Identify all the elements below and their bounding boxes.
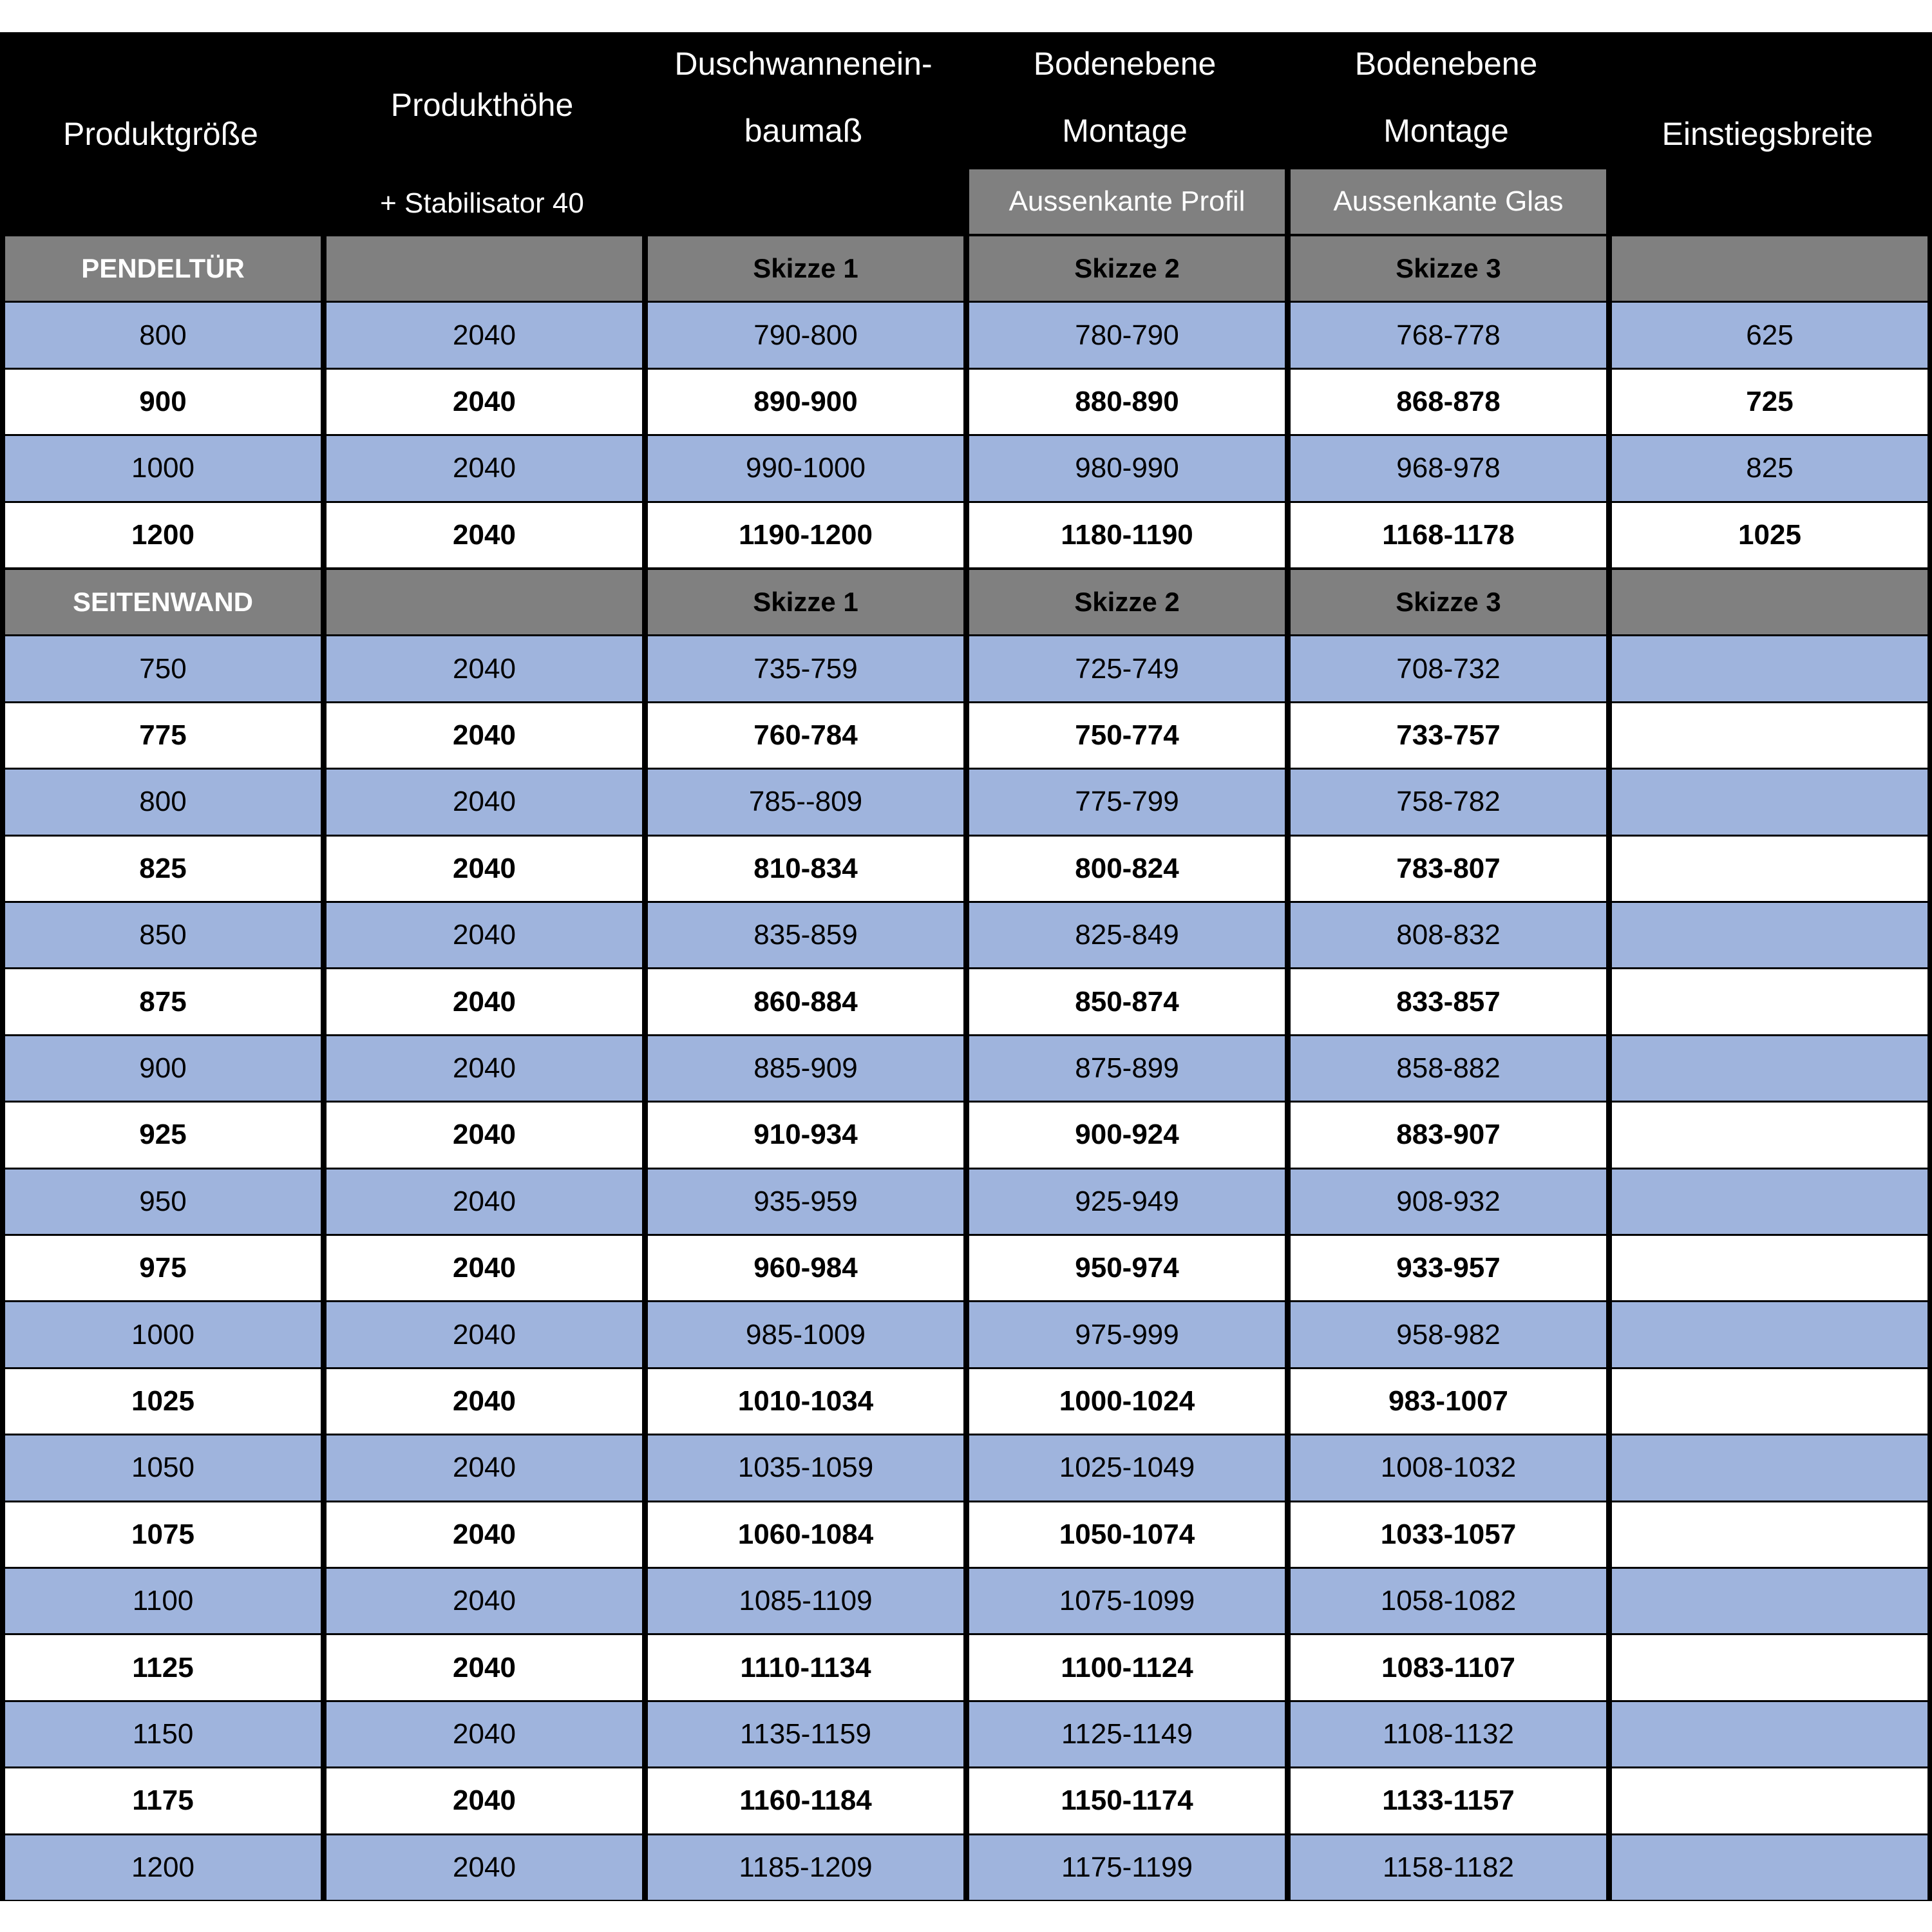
- table-cell-value: 1000: [131, 1318, 194, 1350]
- table-cell-value: 783-807: [1396, 852, 1501, 884]
- table-cell-value: 1033-1057: [1380, 1518, 1517, 1550]
- table-cell-value: 785--809: [748, 786, 863, 818]
- table-cell-value: 958-982: [1396, 1318, 1501, 1350]
- table-cell-value: 910-934: [753, 1119, 858, 1151]
- table-cell-value: 2040: [453, 1119, 516, 1151]
- table-cell-value: 625: [1746, 319, 1794, 351]
- section-2-sketch-4: Skizze 3: [1291, 570, 1606, 634]
- table-cell-value: 1168-1178: [1382, 518, 1515, 551]
- table-cell: [1291, 969, 1606, 1034]
- table-cell-value: 2040: [453, 1452, 516, 1484]
- table-cell: [648, 1835, 963, 1900]
- table-cell: [1291, 1435, 1606, 1500]
- table-cell: [1291, 436, 1606, 500]
- table-cell: [5, 1302, 321, 1367]
- column-header-3-line-2: baumaß: [744, 113, 863, 149]
- table-cell-value: 1025-1049: [1059, 1452, 1195, 1484]
- table-cell-value: 858-882: [1396, 1052, 1501, 1084]
- table-cell-value: 1008-1032: [1380, 1452, 1517, 1484]
- table-cell-value: 1085-1109: [739, 1585, 873, 1617]
- table-cell-value: 990-1000: [746, 452, 866, 484]
- table-cell-value: 800: [139, 319, 187, 351]
- table-cell-value: 1075-1099: [1059, 1585, 1195, 1617]
- table-cell: [327, 1236, 642, 1300]
- table-cell: [969, 1435, 1285, 1500]
- table-cell: [1291, 1569, 1606, 1633]
- table-cell: [1612, 1502, 1927, 1567]
- column-header-5: [1285, 32, 1607, 169]
- table-cell: [1612, 303, 1927, 367]
- table-cell: [1291, 1502, 1606, 1567]
- table-cell: [1291, 303, 1606, 367]
- table-cell-value: 2040: [453, 1185, 516, 1217]
- table-cell: [327, 370, 642, 434]
- table-cell: [969, 1768, 1285, 1833]
- column-header-5-line-1: Bodenebene: [1354, 46, 1538, 82]
- table-cell-value: 1135-1159: [740, 1718, 871, 1750]
- table-cell: [969, 770, 1285, 834]
- table-cell-value: 835-859: [753, 919, 858, 951]
- table-cell-value: 775: [139, 719, 187, 751]
- table-cell-value: 868-878: [1396, 385, 1501, 417]
- table-cell-value: 825-849: [1075, 919, 1179, 951]
- table-cell: [1612, 1170, 1927, 1234]
- column-header-6-line-1: Einstiegsbreite: [1662, 115, 1873, 152]
- section-1-sketch-5: [1612, 236, 1927, 301]
- table-cell: [1291, 1103, 1606, 1167]
- table-cell: [5, 1103, 321, 1167]
- section-1-sketch-1: [327, 236, 642, 301]
- table-cell-value: 2040: [453, 1718, 516, 1750]
- column-header-6: [1607, 32, 1928, 235]
- table-cell-value: 890-900: [753, 385, 858, 417]
- table-cell: [5, 1502, 321, 1567]
- table-cell: [1612, 503, 1927, 567]
- table-cell: [1291, 370, 1606, 434]
- table-cell-value: 725: [1746, 385, 1794, 417]
- table-cell-value: 2040: [453, 1851, 516, 1883]
- table-cell-value: 1025: [1738, 518, 1801, 551]
- table-cell: [1612, 1768, 1927, 1833]
- table-cell-value: 1100-1124: [1061, 1651, 1193, 1683]
- table-cell-value: 725-749: [1075, 652, 1179, 685]
- table-cell: [327, 1702, 642, 1766]
- table-cell-value: 1190-1200: [739, 518, 873, 551]
- table-cell-value: 775-799: [1075, 786, 1179, 818]
- table-cell: [1612, 370, 1927, 434]
- table-cell-value: 900: [139, 385, 187, 417]
- table-cell: [5, 1170, 321, 1234]
- table-cell: [1612, 1635, 1927, 1700]
- table-cell: [1612, 1435, 1927, 1500]
- table-cell: [327, 636, 642, 701]
- table-cell-value: 1075: [131, 1518, 194, 1550]
- table-cell: [327, 436, 642, 500]
- table-cell: [648, 969, 963, 1034]
- table-cell: [969, 703, 1285, 768]
- table-cell-value: 850: [139, 919, 187, 951]
- table-cell-value: 925: [139, 1119, 187, 1151]
- table-cell-value: 975-999: [1075, 1318, 1179, 1350]
- table-cell: [327, 969, 642, 1034]
- table-cell-value: 1175: [132, 1785, 194, 1817]
- table-cell: [969, 903, 1285, 967]
- table-cell-value: 758-782: [1396, 786, 1501, 818]
- table-cell-value: 1185-1209: [739, 1851, 873, 1883]
- table-cell-value: 1058-1082: [1380, 1585, 1517, 1617]
- table-cell: [648, 1170, 963, 1234]
- table-cell-value: 2040: [453, 985, 516, 1018]
- table-cell: [969, 503, 1285, 567]
- table-cell-value: 780-790: [1075, 319, 1179, 351]
- table-cell: [969, 1369, 1285, 1434]
- table-cell-value: 860-884: [753, 985, 858, 1018]
- table-cell: [648, 1635, 963, 1700]
- column-header-3: [643, 32, 964, 235]
- size-table: [0, 32, 1932, 1901]
- table-cell-value: 935-959: [753, 1185, 858, 1217]
- table-cell-value: 1175-1199: [1061, 1851, 1193, 1883]
- table-cell-value: 975: [139, 1252, 187, 1284]
- table-cell-value: 1125-1149: [1061, 1718, 1193, 1750]
- column-header-2-line-1: Produkthöhe: [390, 86, 574, 123]
- column-header-1-line-1: Produktgröße: [63, 115, 258, 152]
- table-cell: [969, 969, 1285, 1034]
- table-cell-value: 708-732: [1396, 652, 1501, 685]
- table-cell: [327, 1569, 642, 1633]
- table-cell: [648, 1702, 963, 1766]
- table-cell-value: 1010-1034: [737, 1385, 874, 1417]
- table-cell-value: 750-774: [1075, 719, 1179, 751]
- table-cell: [1291, 837, 1606, 901]
- table-cell-value: 735-759: [753, 652, 858, 685]
- table-cell: [1612, 1236, 1927, 1300]
- table-cell-value: 2040: [453, 1785, 516, 1817]
- table-cell: [648, 436, 963, 500]
- section-2-sketch-3: Skizze 2: [969, 570, 1285, 634]
- table-cell: [5, 703, 321, 768]
- table-cell: [1291, 703, 1606, 768]
- table-cell: [648, 370, 963, 434]
- table-cell: [327, 1635, 642, 1700]
- table-cell-value: 2040: [453, 1585, 516, 1617]
- table-cell: [648, 703, 963, 768]
- table-cell: [1291, 1170, 1606, 1234]
- table-cell: [5, 1768, 321, 1833]
- table-cell: [648, 503, 963, 567]
- table-cell-value: 1200: [131, 518, 194, 551]
- table-cell-value: 1150-1174: [1061, 1785, 1193, 1817]
- table-cell: [5, 636, 321, 701]
- table-cell-value: 2040: [453, 1318, 516, 1350]
- table-cell: [327, 1103, 642, 1167]
- table-cell: [1291, 770, 1606, 834]
- table-cell: [1612, 1103, 1927, 1167]
- column-header-4-sub: Aussenkante Profil: [969, 169, 1285, 234]
- table-cell-value: 925-949: [1075, 1185, 1179, 1217]
- table-cell-value: 1150: [132, 1718, 194, 1750]
- section-2-sketch-2: Skizze 1: [648, 570, 963, 634]
- table-cell: [327, 1369, 642, 1434]
- table-cell: [327, 1502, 642, 1567]
- table-cell-value: 1158-1182: [1383, 1851, 1514, 1883]
- table-cell-value: 810-834: [753, 852, 858, 884]
- section-1-sketch-2: Skizze 1: [648, 236, 963, 301]
- table-cell: [1291, 1369, 1606, 1434]
- table-cell: [1291, 1835, 1606, 1900]
- table-cell-value: 2040: [453, 652, 516, 685]
- table-cell: [1612, 436, 1927, 500]
- table-cell: [327, 1170, 642, 1234]
- table-cell-value: 833-857: [1396, 985, 1501, 1018]
- table-cell-value: 1110-1134: [740, 1651, 871, 1683]
- table-cell: [648, 1502, 963, 1567]
- section-title-2: SEITENWAND: [5, 570, 321, 634]
- table-cell: [969, 837, 1285, 901]
- table-cell: [1291, 1702, 1606, 1766]
- table-cell-value: 900: [139, 1052, 187, 1084]
- table-cell-value: 983-1007: [1388, 1385, 1508, 1417]
- table-cell: [1612, 1835, 1927, 1900]
- table-cell-value: 1125: [132, 1651, 194, 1683]
- table-cell: [1612, 703, 1927, 768]
- table-cell: [327, 1435, 642, 1500]
- table-cell-value: 883-907: [1396, 1119, 1501, 1151]
- table-cell: [648, 1103, 963, 1167]
- table-cell-value: 950-974: [1075, 1252, 1179, 1284]
- table-cell-value: 800-824: [1075, 852, 1179, 884]
- table-cell: [648, 1768, 963, 1833]
- section-2-sketch-1: [327, 570, 642, 634]
- table-cell-value: 760-784: [753, 719, 858, 751]
- table-cell-value: 2040: [453, 452, 516, 484]
- table-cell: [327, 1835, 642, 1900]
- table-cell: [969, 436, 1285, 500]
- table-cell: [969, 370, 1285, 434]
- table-cell: [5, 303, 321, 367]
- table-cell-value: 875: [139, 985, 187, 1018]
- table-cell: [1291, 1635, 1606, 1700]
- table-cell: [5, 969, 321, 1034]
- table-cell-value: 790-800: [753, 319, 858, 351]
- table-cell: [327, 303, 642, 367]
- table-cell: [648, 1369, 963, 1434]
- table-cell: [5, 503, 321, 567]
- table-cell: [5, 1569, 321, 1633]
- table-cell-value: 875-899: [1075, 1052, 1179, 1084]
- table-cell-value: 825: [1746, 452, 1794, 484]
- table-cell-value: 768-778: [1396, 319, 1501, 351]
- section-title-1: PENDELTÜR: [5, 236, 321, 301]
- table-cell: [648, 1569, 963, 1633]
- table-cell: [648, 837, 963, 901]
- table-cell-value: 2040: [453, 919, 516, 951]
- table-cell-value: 2040: [453, 786, 516, 818]
- section-2-sketch-5: [1612, 570, 1927, 634]
- table-cell: [648, 303, 963, 367]
- table-cell: [969, 1170, 1285, 1234]
- table-cell-value: 1000-1024: [1059, 1385, 1195, 1417]
- table-cell: [1291, 636, 1606, 701]
- table-cell-value: 750: [139, 652, 187, 685]
- table-cell-value: 908-932: [1396, 1185, 1501, 1217]
- table-cell: [1291, 1036, 1606, 1101]
- table-cell: [969, 636, 1285, 701]
- table-cell: [1612, 1369, 1927, 1434]
- table-cell-value: 985-1009: [746, 1318, 866, 1350]
- table-cell-value: 850-874: [1075, 985, 1179, 1018]
- table-cell-value: 2040: [453, 1252, 516, 1284]
- column-header-2: [321, 32, 643, 235]
- table-cell-value: 1133-1157: [1382, 1785, 1515, 1817]
- table-cell: [648, 1435, 963, 1500]
- table-cell: [327, 1302, 642, 1367]
- table-cell-value: 880-890: [1075, 385, 1179, 417]
- table-cell-value: 2040: [453, 518, 516, 551]
- table-cell: [969, 1302, 1285, 1367]
- table-cell-value: 2040: [453, 1385, 516, 1417]
- table-cell: [969, 303, 1285, 367]
- column-header-4-line-2: Montage: [1062, 113, 1188, 149]
- column-header-4: [964, 32, 1285, 169]
- table-cell-value: 1035-1059: [737, 1452, 874, 1484]
- table-cell: [1612, 837, 1927, 901]
- column-header-3-line-1: Duschwannenein-: [674, 46, 933, 82]
- table-cell: [1612, 969, 1927, 1034]
- table-cell: [1291, 1236, 1606, 1300]
- table-cell: [1612, 1702, 1927, 1766]
- table-cell: [5, 370, 321, 434]
- table-cell: [1291, 903, 1606, 967]
- column-header-5-sub: Aussenkante Glas: [1291, 169, 1606, 234]
- column-header-1: [0, 32, 321, 235]
- column-header-4-line-1: Bodenebene: [1033, 46, 1217, 82]
- table-cell: [1612, 770, 1927, 834]
- table-cell-value: 2040: [453, 1052, 516, 1084]
- table-cell-value: 1160-1184: [739, 1785, 872, 1817]
- table-cell-value: 2040: [453, 852, 516, 884]
- table-cell-value: 1180-1190: [1061, 518, 1193, 551]
- table-cell-value: 1000: [131, 452, 194, 484]
- table-cell: [969, 1569, 1285, 1633]
- table-cell: [327, 1036, 642, 1101]
- table-cell: [969, 1835, 1285, 1900]
- table-cell: [648, 1302, 963, 1367]
- table-cell: [327, 837, 642, 901]
- table-cell: [5, 770, 321, 834]
- table-cell-value: 980-990: [1075, 452, 1179, 484]
- table-cell: [648, 636, 963, 701]
- table-cell-value: 1025: [131, 1385, 194, 1417]
- table-cell-value: 733-757: [1396, 719, 1501, 751]
- table-cell: [5, 436, 321, 500]
- table-cell: [327, 1768, 642, 1833]
- table-cell-value: 1050-1074: [1059, 1518, 1195, 1550]
- table-cell-value: 960-984: [753, 1252, 858, 1284]
- table-cell: [1612, 903, 1927, 967]
- column-header-5-line-2: Montage: [1383, 113, 1509, 149]
- table-cell-value: 800: [139, 786, 187, 818]
- table-cell-value: 1200: [131, 1851, 194, 1883]
- table-cell: [1612, 1569, 1927, 1633]
- table-cell: [648, 770, 963, 834]
- table-cell: [969, 1236, 1285, 1300]
- table-cell: [969, 1635, 1285, 1700]
- table-cell: [5, 1635, 321, 1700]
- table-cell-value: 900-924: [1075, 1119, 1179, 1151]
- table-cell: [5, 1036, 321, 1101]
- table-cell: [5, 1435, 321, 1500]
- table-cell-value: 885-909: [753, 1052, 858, 1084]
- table-cell-value: 933-957: [1396, 1252, 1501, 1284]
- table-cell: [5, 837, 321, 901]
- section-1-sketch-3: Skizze 2: [969, 236, 1285, 301]
- table-cell-value: 1050: [131, 1452, 194, 1484]
- table-cell: [1612, 636, 1927, 701]
- table-cell-value: 1108-1132: [1383, 1718, 1514, 1750]
- table-cell: [648, 1036, 963, 1101]
- table-cell: [969, 1036, 1285, 1101]
- table-cell-value: 1083-1107: [1381, 1651, 1515, 1683]
- table-cell: [5, 1369, 321, 1434]
- table-cell: [5, 1236, 321, 1300]
- table-cell-value: 2040: [453, 385, 516, 417]
- table-cell: [1612, 1036, 1927, 1101]
- table-cell-value: 2040: [453, 1518, 516, 1550]
- table-cell: [327, 903, 642, 967]
- table-cell: [1291, 1302, 1606, 1367]
- table-cell-value: 968-978: [1396, 452, 1501, 484]
- table-cell: [327, 703, 642, 768]
- table-cell-value: 1060-1084: [737, 1518, 874, 1550]
- table-cell: [327, 770, 642, 834]
- table-cell-value: 1100: [132, 1585, 194, 1617]
- table-cell: [969, 1702, 1285, 1766]
- table-cell: [648, 903, 963, 967]
- column-header-2-sub: + Stabilisator 40: [380, 187, 584, 219]
- table-cell-value: 2040: [453, 719, 516, 751]
- table-cell: [1291, 1768, 1606, 1833]
- section-1-sketch-4: Skizze 3: [1291, 236, 1606, 301]
- table-cell: [5, 903, 321, 967]
- table-cell: [969, 1103, 1285, 1167]
- table-cell: [327, 503, 642, 567]
- table-cell: [5, 1702, 321, 1766]
- table-cell-value: 825: [139, 852, 187, 884]
- table-cell: [969, 1502, 1285, 1567]
- table-cell: [1612, 1302, 1927, 1367]
- table-cell-value: 2040: [453, 319, 516, 351]
- table-cell-value: 950: [139, 1185, 187, 1217]
- table-cell-value: 808-832: [1396, 919, 1501, 951]
- table-cell-value: 2040: [453, 1651, 516, 1683]
- table-cell: [5, 1835, 321, 1900]
- table-cell: [1291, 503, 1606, 567]
- table-cell: [648, 1236, 963, 1300]
